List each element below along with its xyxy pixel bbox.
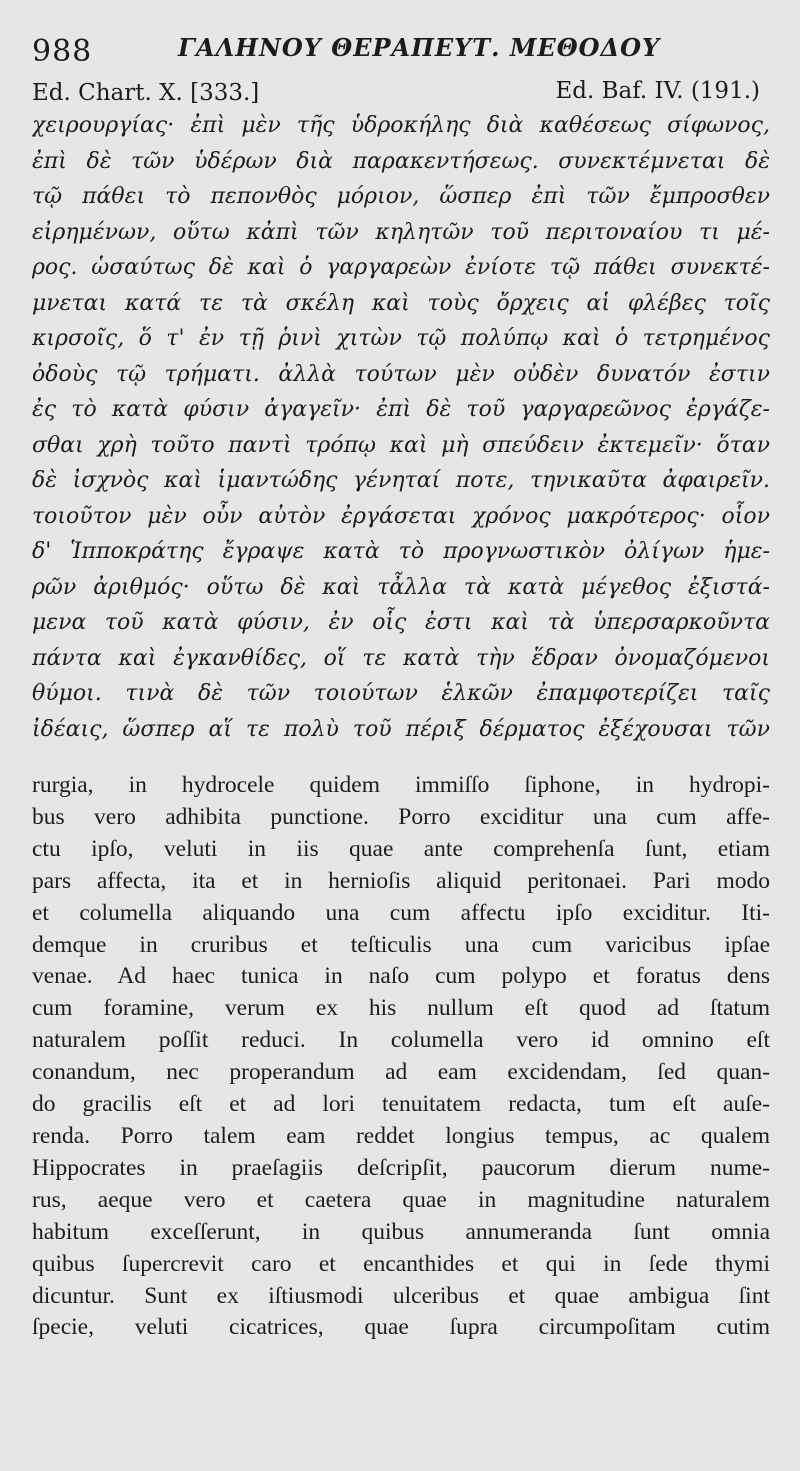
greek-line: κιρσοῖς, ὅ τ' ἐν τῇ ῥινὶ χιτὼν τῷ πολύπῳ καὶ ὁ τετρημένος bbox=[32, 326, 770, 351]
latin-line: pars affecta, ita et in hernioſis aliquid peritonaei. Pari modo bbox=[32, 867, 770, 894]
latin-line: habitum exceſſerunt, in quibus annumeranda ſunt omnia bbox=[32, 1218, 770, 1245]
latin-line: naturalem poſſit reduci. In columella vero id omnino eſt bbox=[32, 1027, 770, 1054]
latin-line: dicuntur. Sunt ex iſtiusmodi ulceribus et quae ambigua ſint bbox=[32, 1282, 770, 1309]
greek-line: μενα τοῦ κατὰ φύσιν, ἐν οἷς ἐστι καὶ τὰ ὑπερσαρκοῦντα bbox=[32, 610, 770, 635]
latin-line: quibus ſupercrevit caro et encanthides et qui in ſede thymi bbox=[32, 1250, 770, 1277]
greek-line: ρῶν ἀριθμός· οὕτω δὲ καὶ τἆλλα τὰ κατὰ μέγεθος ἐξιστά- bbox=[32, 574, 770, 600]
greek-line: δὲ ἰσχνὸς καὶ ἱμαντώδης γένηταί ποτε, τηνικαῦτα ἀφαιρεῖν. bbox=[32, 468, 770, 493]
greek-line: ὀδοὺς τῷ τρήματι. ἀλλὰ τούτων μὲν οὐδὲν δυνατόν ἐστιν bbox=[32, 361, 770, 387]
latin-line: et columella aliquando una cum affectu ipſo exciditur. Iti- bbox=[32, 899, 770, 926]
latin-line: renda. Porro talem eam reddet longius tempus, ac qualem bbox=[32, 1122, 770, 1149]
edition-reference-chart: Ed. Chart. X. [333.] bbox=[32, 80, 260, 106]
page-number: 988 bbox=[32, 34, 93, 69]
latin-line: cum foramine, verum ex his nullum eſt quod ad ſtatum bbox=[32, 995, 770, 1022]
latin-line: ctu ipſo, veluti in iis quae ante comprehenſa ſunt, etiam bbox=[32, 835, 770, 862]
greek-line: δ' Ἱπποκράτης ἔγραψε κατὰ τὸ προγνωστικὸν ὀλίγων ἡμε- bbox=[32, 539, 770, 564]
latin-line: Hippocrates in praeſagiis deſcripſit, paucorum dierum nume- bbox=[32, 1154, 770, 1181]
greek-line: ἰδέαις, ὥσπερ αἵ τε πολὺ τοῦ πέριξ δέρματος ἐξέχουσαι τῶν bbox=[32, 716, 770, 742]
greek-text-block bbox=[32, 108, 770, 747]
latin-line: rurgia, in hydrocele quidem immiſſo ſiphone, in hydropi- bbox=[32, 772, 770, 798]
latin-line: do gracilis eſt et ad lori tenuitatem redacta, tum eſt auſe- bbox=[32, 1091, 770, 1118]
greek-line: θύμοι. τινὰ δὲ τῶν τοιούτων ἑλκῶν ἐπαμφοτερίζει ταῖς bbox=[32, 681, 770, 706]
greek-line: μνεται κατά τε τὰ σκέλη καὶ τοὺς ὄρχεις αἱ φλέβες τοῖς bbox=[32, 290, 770, 316]
greek-line: πάντα καὶ ἐγκανθίδες, οἵ τε κατὰ τὴν ἕδραν ὀνομαζόμενοι bbox=[32, 645, 770, 671]
latin-line: rus, aeque vero et caetera quae in magnitudine naturalem bbox=[32, 1186, 770, 1213]
latin-line: demque in cruribus et teſticulis una cum varicibus ipſae bbox=[32, 931, 770, 958]
edition-reference-basel: Ed. Baf. IV. (191.) bbox=[555, 78, 760, 104]
greek-line: ρος. ὡσαύτως δὲ καὶ ὁ γαργαρεὼν ἐνίοτε τῷ πάθει συνεκτέ- bbox=[32, 255, 770, 280]
latin-text-block bbox=[32, 770, 770, 1344]
greek-line: ἐς τὸ κατὰ φύσιν ἀγαγεῖν· ἐπὶ δὲ τοῦ γαργαρεῶνος ἐργάζε- bbox=[32, 397, 770, 422]
latin-line: ſpecie, veluti cicatrices, quae ſupra circumpoſitam cutim bbox=[32, 1314, 770, 1341]
latin-line: venae. Ad haec tunica in naſo cum polypo et foratus dens bbox=[32, 963, 770, 990]
greek-line: εἰρημένων, οὕτω κἀπὶ τῶν κηλητῶν τοῦ περιτοναίου τι μέ- bbox=[32, 219, 770, 245]
greek-line: χειρουργίας· ἐπὶ μὲν τῆς ὑδροκήλης διὰ καθέσεως σίφωνος, bbox=[32, 113, 770, 138]
greek-line: σθαι χρὴ τοῦτο παντὶ τρόπῳ καὶ μὴ σπεύδειν ἐκτεμεῖν· ὅταν bbox=[32, 432, 770, 458]
greek-line: τῷ πάθει τὸ πεπονθὸς μόριον, ὥσπερ ἐπὶ τῶν ἔμπροσθεν bbox=[32, 184, 770, 209]
latin-line: bus vero adhibita punctione. Porro exciditur una cum affe- bbox=[32, 803, 770, 830]
latin-line: conandum, nec properandum ad eam excidendam, ſed quan- bbox=[32, 1059, 770, 1086]
running-title: ΓΑΛΗΝΟΥ ΘΕΡΑΠΕΥΤ. ΜΕΘΟΔΟΥ bbox=[178, 33, 661, 62]
greek-line: τοιοῦτον μὲν οὖν αὐτὸν ἐργάσεται χρόνος μακρότερος· οἷον bbox=[32, 503, 770, 529]
greek-line: ἐπὶ δὲ τῶν ὑδέρων διὰ παρακεντήσεως. συνεκτέμνεται δὲ bbox=[32, 148, 770, 174]
